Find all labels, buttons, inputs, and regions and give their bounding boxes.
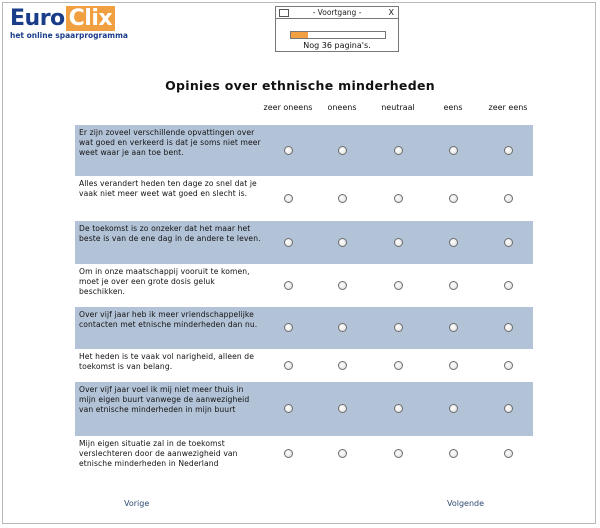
column-header: zeer eens xyxy=(488,103,528,112)
answer-radio[interactable] xyxy=(338,238,347,247)
answer-radio[interactable] xyxy=(338,146,347,155)
answer-radio[interactable] xyxy=(394,146,403,155)
question-text: Mijn eigen situatie zal in de toekomst verslechteren door de aanwezigheid van etnische minderheden in Nederland xyxy=(79,439,238,468)
answer-radio[interactable] xyxy=(394,194,403,203)
answer-radio[interactable] xyxy=(504,449,513,458)
question-row xyxy=(75,221,533,264)
progress-status: Nog 36 pagina's. xyxy=(303,41,371,50)
page-title: Opinies over ethnische minderheden xyxy=(165,78,435,93)
logo-brand-part2: Clix xyxy=(66,6,115,31)
answer-radio[interactable] xyxy=(504,238,513,247)
answer-radio[interactable] xyxy=(394,449,403,458)
answer-radio[interactable] xyxy=(284,404,293,413)
answer-radio[interactable] xyxy=(338,194,347,203)
answer-radio[interactable] xyxy=(284,281,293,290)
answer-radio[interactable] xyxy=(504,146,513,155)
question-text: Het heden is te vaak vol narigheid, alleen de toekomst is van belang. xyxy=(79,352,254,371)
answer-radio[interactable] xyxy=(284,238,293,247)
answer-radio[interactable] xyxy=(284,194,293,203)
answer-radio[interactable] xyxy=(449,281,458,290)
next-button[interactable]: Volgende xyxy=(447,499,485,508)
answer-radio[interactable] xyxy=(504,194,513,203)
answer-radio[interactable] xyxy=(394,361,403,370)
answer-radio[interactable] xyxy=(338,323,347,332)
logo-tagline: het online spaarprogramma xyxy=(10,31,128,40)
progress-window xyxy=(275,6,399,52)
answer-radio[interactable] xyxy=(449,238,458,247)
answer-radio[interactable] xyxy=(394,404,403,413)
answer-radio[interactable] xyxy=(449,449,458,458)
progress-title: - Voortgang - xyxy=(312,8,362,17)
question-row xyxy=(75,264,533,307)
answer-radio[interactable] xyxy=(394,238,403,247)
close-button[interactable]: X xyxy=(388,8,394,17)
answer-radio[interactable] xyxy=(284,146,293,155)
answer-radio[interactable] xyxy=(449,404,458,413)
answer-radio[interactable] xyxy=(338,281,347,290)
question-row xyxy=(75,382,533,436)
column-header: zeer oneens xyxy=(263,103,313,112)
column-header: eens xyxy=(443,103,463,112)
answer-radio[interactable] xyxy=(338,449,347,458)
column-header: neutraal xyxy=(381,103,415,112)
progress-bar-fill xyxy=(291,32,308,38)
answer-radio[interactable] xyxy=(394,323,403,332)
column-header: oneens xyxy=(327,103,357,112)
question-row xyxy=(75,125,533,176)
question-text: Alles verandert heden ten dage zo snel dat je vaak niet meer weet wat goed en slecht is. xyxy=(79,179,257,198)
question-row xyxy=(75,307,533,349)
answer-radio[interactable] xyxy=(338,404,347,413)
answer-radio[interactable] xyxy=(449,146,458,155)
question-text: Over vijf jaar voel ik mij niet meer thuis in mijn eigen buurt vanwege de aanwezigheid van etnische minderheden in mijn buurt xyxy=(79,385,250,414)
answer-radio[interactable] xyxy=(284,361,293,370)
answer-radio[interactable] xyxy=(394,281,403,290)
logo-wordmark xyxy=(10,8,128,30)
question-row xyxy=(75,349,533,382)
progress-titlebar xyxy=(276,7,398,19)
answer-radio[interactable] xyxy=(504,281,513,290)
answer-radio[interactable] xyxy=(284,323,293,332)
previous-button[interactable]: Vorige xyxy=(124,499,150,508)
question-row xyxy=(75,176,533,221)
question-text: De toekomst is zo onzeker dat het maar het beste is van de ene dag in de andere te leven. xyxy=(79,224,261,243)
logo-brand-part1: Euro xyxy=(10,6,65,31)
answer-radio[interactable] xyxy=(504,323,513,332)
answer-radio[interactable] xyxy=(449,194,458,203)
answer-radio[interactable] xyxy=(449,323,458,332)
progress-bar xyxy=(290,31,386,39)
question-text: Er zijn zoveel verschillende opvattingen over wat goed en verkeerd is dat je soms niet meer weet waar je aan toe bent. xyxy=(79,128,261,157)
question-text: Over vijf jaar heb ik meer vriendschappelijke contacten met etnische minderheden dan nu. xyxy=(79,310,258,329)
question-text: Om in onze maatschappij vooruit te komen, moet je over een grote dosis geluk beschikken. xyxy=(79,267,250,296)
answer-radio[interactable] xyxy=(504,361,513,370)
euroclix-logo xyxy=(10,8,128,40)
answer-radio[interactable] xyxy=(338,361,347,370)
answer-radio[interactable] xyxy=(284,449,293,458)
answer-radio[interactable] xyxy=(504,404,513,413)
answer-radio[interactable] xyxy=(449,361,458,370)
question-row xyxy=(75,436,533,472)
